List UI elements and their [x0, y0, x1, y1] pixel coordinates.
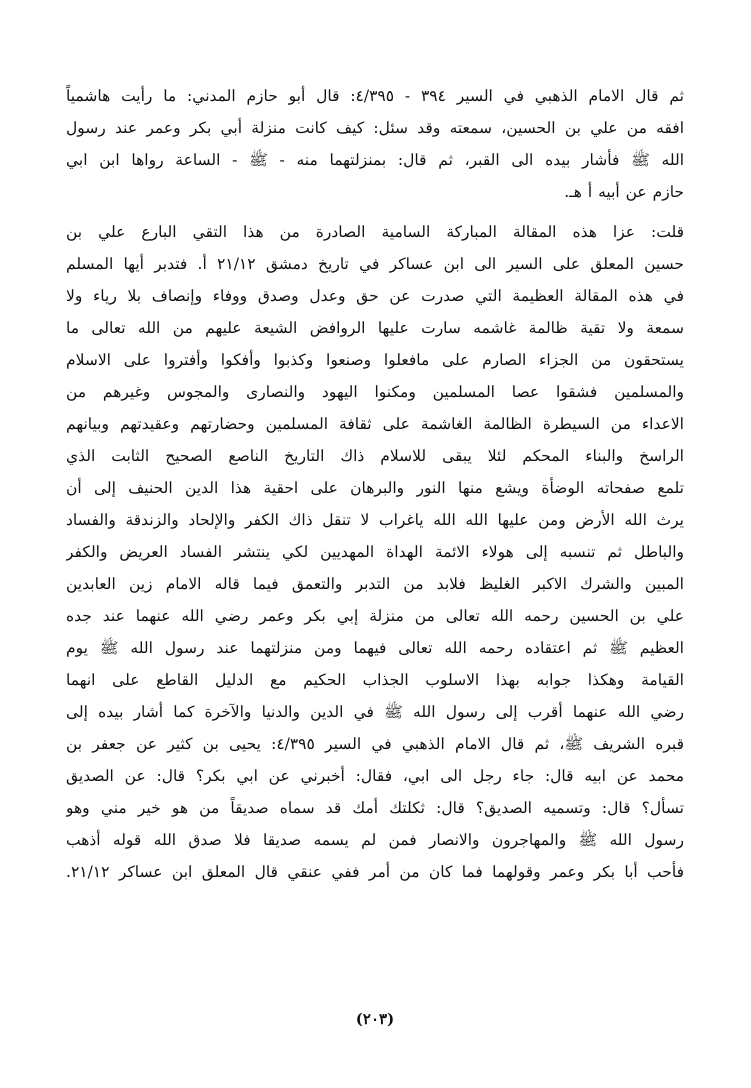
text-line: الراسخ والبناء المحكم لئلا يبقى للاسلام ذاك التاريخ الناصع الصحيح الثابت الذي	[66, 447, 684, 465]
text-line: افقه من علي بن الحسين، سمعته وقد سئل: كيف كانت منزلة أبي بكر وعمر عند رسول	[66, 119, 684, 137]
text-line: رسول الله ﷺ والمهاجرون والانصار فمن لم يسمه صديقا فلا صدق الله قوله أذهب	[66, 831, 684, 849]
text-line: حازم عن أبيه أ هـ.	[564, 183, 684, 201]
text-line: رضي الله عنهما أقرب إلى رسول الله ﷺ في الدين والدنيا والآخرة كما أشار بيده إلى	[66, 703, 684, 721]
text-line: يستحقون من الجزاء الصارم على مافعلوا وصنعوا وكذبوا وأفكوا وأفتروا على الاسلام	[66, 351, 684, 369]
text-line: محمد عن ابيه قال: جاء رجل الى ابي، فقال: أخبرني عن ابي بكر؟ قال: عن الصديق	[66, 767, 684, 785]
text-line: قبره الشريف ﷺ، ثم قال الامام الذهبي في السير ٤/٣٩٥: يحيى بن كثير عن جعفر بن	[66, 735, 684, 753]
text-line: تلمع صفحاته الوضأة ويشع منها النور والبرهان على احقية هذا الدين الحنيف إلى أن	[66, 479, 684, 497]
text-line: حسين المعلق على السير الى ابن عساكر في تاريخ دمشق ٢١/١٢ أ. فتدبر أيها المسلم	[66, 255, 684, 273]
text-line: والباطل ثم تنسبه إلى هولاء الائمة الهداة المهديين لكي ينتشر الفساد العريض والكفر	[66, 543, 684, 561]
body-text	[66, 80, 684, 888]
text-line: سمعة ولا تقية ظالمة غاشمه سارت عليها الروافض الشيعة عليهم من الله تعالى ما	[66, 319, 684, 337]
paragraph	[66, 80, 684, 208]
text-line: الاعداء من السيطرة الظالمة الغاشمة على ثقافة المسلمين وحضارتهم وعقيدتهم وبيانهم	[66, 415, 684, 433]
document-page	[66, 80, 684, 1070]
text-line: ثم قال الامام الذهبي في السير ٣٩٤ - ٤/٣٩٥: قال أبو حازم المدني: ما رأيت هاشمياً	[66, 87, 684, 105]
text-line: يرث الله الأرض ومن عليها الله الله ياغراب لا تنقل ذاك الكفر والإلحاد والزندقة والفساد	[66, 511, 684, 529]
text-line: العظيم ﷺ ثم اعتقاده رحمه الله تعالى فيهما ومن منزلتهما عند رسول الله ﷺ يوم	[66, 639, 684, 657]
text-line: في هذه المقالة العظيمة التي صدرت عن حق وعدل وصدق ووفاء وإنصاف بلا رياء ولا	[66, 287, 684, 305]
text-line: علي بن الحسين رحمه الله تعالى من منزلة إبي بكر وعمر رضي الله عنهما عند جده	[66, 607, 684, 625]
text-line: تسأل؟ قال: وتسميه الصديق؟ قال: ثكلتك أمك قد سماه صديقاً من هو خير مني وهو	[66, 799, 684, 817]
text-line: قلت: عزا هذه المقالة المباركة السامية الصادرة من هذا التقي البارع علي بن	[66, 223, 684, 241]
paragraph	[66, 216, 684, 888]
text-line: الله ﷺ فأشار بيده الى القبر، ثم قال: بمنزلتهما منه - ﷺ - الساعة رواها ابن ابي	[66, 151, 684, 169]
text-line: فأحب أبا بكر وعمر وقولهما فما كان من أمر ففي عنقي قال المعلق ابن عساكر ٢١/١٢.	[66, 863, 684, 881]
paragraph-spacer	[66, 208, 684, 216]
text-line: القيامة وهكذا جوابه بهذا الاسلوب الجذاب الحكيم مع الدليل القاطع على انهما	[66, 671, 684, 689]
text-line: المبين والشرك الاكبر الغليظ فلابد من التدبر والتعمق فيما قاله الامام زين العابدين	[66, 575, 684, 593]
text-line: والمسلمين فشقوا عصا المسلمين ومكنوا اليهود والنصارى والمجوس وغيرهم من	[66, 383, 684, 401]
page-number: (٢٠٣)	[355, 1010, 395, 1028]
